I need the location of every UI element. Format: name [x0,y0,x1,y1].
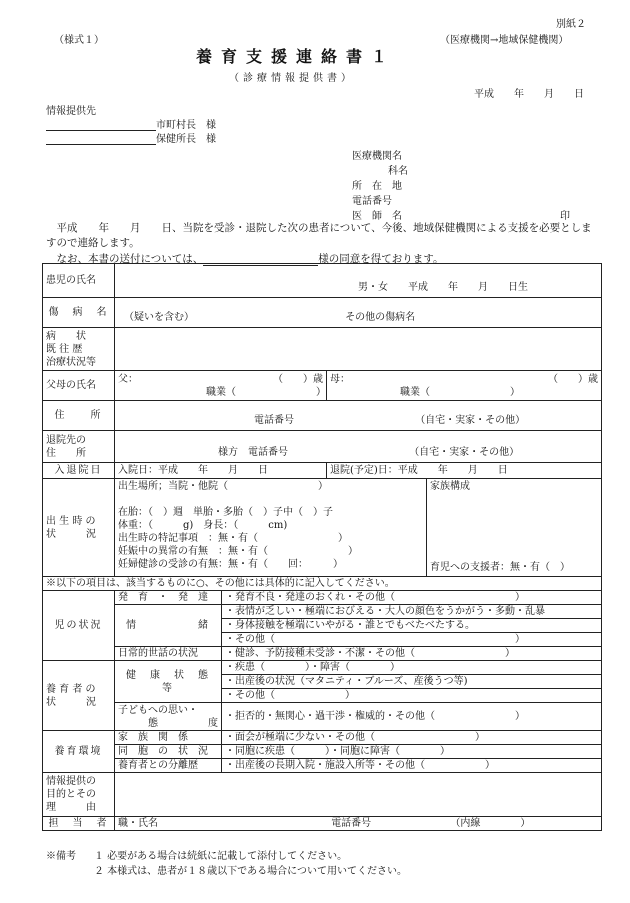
recipient-heading: 情報提供先 [46,106,96,117]
family-field[interactable] [427,479,602,577]
child-name-label: 患児の氏名 [43,264,115,298]
father-field[interactable] [115,371,327,401]
family-relation-row [43,731,602,745]
father-line [118,373,323,386]
environment-label: 養育環境 [43,731,115,773]
other-diagnosis-label: その他の傷病名 [345,312,416,323]
birth-row [43,479,602,577]
annex-label: 別紙２ [556,19,586,30]
consent-text-b: 様の同意を得ております。 [318,253,444,265]
admission-date[interactable]: 入院日：平成 年 月 日 [115,463,327,479]
contact-label: 担 当 者 [43,817,115,831]
pregnancy-abnormality: 妊娠中の異常の有無 ：無・有（ ） [118,546,358,557]
discharge-address-field[interactable] [115,431,602,463]
purpose-row [43,773,602,817]
health-label: 健 康 状 態 等 [115,661,222,703]
form-number: （様式１） [54,35,104,46]
emotion-value-3[interactable]: ・その他（ ） [222,633,602,647]
notes-heading: ※備考 [46,851,76,862]
history-row [43,328,602,371]
discharge-address-label-1: 退院先の [46,434,86,446]
mother-job: 職業（ ） [400,386,520,398]
child-name-field[interactable] [115,264,602,298]
discharge-address-label-2: 住 所 [46,447,86,459]
emotion-value-1[interactable]: ・表情が乏しい・極端におびえる・大人の顔色をうかがう・多動・乱暴 [222,605,602,619]
weight-height: 体重：（ g) 身長：（ cm) [118,520,288,531]
child-name-row [43,264,602,298]
caregiver-label-1: 養 育 者 の [46,683,96,695]
prenatal-checkups: 妊婦健診の受診の有無：無・有（ 回： ） [118,559,343,570]
purpose-label-2: 目的とその [46,789,96,800]
treatment-label: 治療状況等 [46,356,96,368]
provider-department: 科名 [388,166,408,177]
provider-institution: 医療機関名 [352,151,402,162]
attitude-label-2: 態 度 [148,717,218,729]
emotion-label: 情 緒 [115,605,222,647]
purpose-label-1: 情報提供の [46,776,96,787]
provider-phone: 電話番号 [352,196,392,207]
separation-row [43,759,602,773]
purpose-label [43,773,115,817]
birth-spacer [118,493,423,506]
parents-label: 父母の氏名 [43,371,115,401]
birth-label-1: 出 生 時 の [46,515,96,527]
purpose-field[interactable] [115,773,602,817]
history-label [43,328,115,371]
mother-age: （ ）歳 [548,373,598,385]
gestation: 在胎：（ ）週 単胎・多胎（ ）子中（ ）子 [118,507,333,518]
diagnosis-field[interactable] [115,298,602,328]
sibling-label [115,745,222,759]
mayor-label: 市町村長 様 [156,120,216,131]
child-status-label: 児の状況 [43,591,115,661]
development-row [43,591,602,605]
seal-mark: 印 [560,211,570,222]
contact-row [43,817,602,831]
address-type: （自宅・実家・その他） [415,415,526,426]
route-label: （医療機関→地域保健機関） [440,35,569,46]
sibling-label-text: 同 胞 の 状 況 [118,746,208,757]
page-title: 養育支援連絡書１ [196,47,397,66]
caregiver-label [43,661,115,731]
past-history-label: 既 往 歴 [46,343,83,355]
father-label: 父： [118,373,138,385]
health-value-1[interactable]: ・疾患（ ）・障害（ ） [222,661,602,675]
consent-text-a: なお、本書の送付については、 [46,253,204,265]
health-value-3[interactable]: ・その他（ ） [222,689,602,703]
attitude-value[interactable]: ・拒否的・無関心・過干渉・権威的・その他（ ） [222,703,602,731]
recipient-health-center [46,130,216,145]
development-label [115,591,222,605]
father-job: 職業（ ） [206,386,326,398]
birth-label [43,479,115,577]
discharge-date[interactable]: 退院(予定)日：平成 年 月 日 [327,463,602,479]
emotion-row-1 [43,605,602,619]
family-relation-label [115,731,222,745]
family-structure-label: 家族構成 [430,481,470,492]
notice-text: ※以下の項目は、該当するものに○、その他には具体的に記入してください。 [43,577,602,591]
discharge-phone: 様方 電話番号 [218,447,288,458]
sibling-row [43,745,602,759]
contact-position: 職・氏名 [118,818,158,829]
birth-place: 出生場所；当院・他院（ ） [118,481,328,492]
purpose-label-3: 理 由 [46,802,96,813]
history-field[interactable] [115,328,602,371]
contact-field[interactable] [115,817,602,831]
supporter-label: 育児への支援者：無・有（ ） [430,562,570,573]
recipient-mayor [46,116,216,131]
notice-row [43,577,602,591]
family-relation-value[interactable]: ・面会が極端に少ない・その他（ ） [222,731,602,745]
health-center-label: 保健所長 様 [156,134,216,145]
discharge-address-type: （自宅・実家・その他） [409,447,520,458]
discharge-address-label [43,431,115,463]
address-label: 住 所 [43,401,115,431]
provider-doctor: 医 師 名 [352,211,402,222]
daily-care-row [43,647,602,661]
address-row [43,401,602,431]
attitude-row [43,703,602,731]
note-2: ２ 本様式は、患者が１８歳以下である場合について用いてください。 [94,866,407,877]
admission-label: 入退院日 [43,463,115,479]
contact-phone: 電話番号 [331,818,372,829]
diagnosis-label: 傷 病 名 [43,298,115,328]
attitude-label [115,703,222,731]
provider-address: 所 在 地 [352,181,402,192]
note-1: １ 必要がある場合は続紙に記載して添付してください。 [94,851,348,862]
health-center-blank [46,134,156,145]
birth-label-2: 状 況 [46,528,96,540]
birth-details[interactable] [115,479,427,577]
sex-dob: 男・女 平成 年 月 日生 [358,282,528,293]
separation-value[interactable]: ・出産後の長期入院・施設入所等・その他（ ） [222,759,602,773]
symptom-label: 病 状 [46,330,86,342]
suspected-note: （疑いを含む） [124,312,194,323]
mother-label: 母： [330,373,350,385]
sibling-value[interactable]: ・同胞に疾患（ ）・同胞に障害（ ） [222,745,602,759]
daily-care-value[interactable]: ・健診、予防接種未受診・不潔・その他（ ） [222,647,602,661]
development-value[interactable]: ・発育不良・発達のおくれ・その他（ ） [222,591,602,605]
discharge-address-row [43,431,602,463]
attitude-label-1: 子どもへの思い・ [118,704,198,716]
address-phone: 電話番号 [254,415,294,426]
mother-field[interactable] [327,371,602,401]
admission-row [43,463,602,479]
form-table [42,263,602,831]
father-age: （ ）歳 [273,373,323,385]
diagnosis-row [43,298,602,328]
issue-date: 平成 年 月 日 [474,89,584,100]
family-relation-label-text: 家 族 関 係 [118,732,188,743]
request-paragraph: 平成 年 月 日、当院を受診・退院した次の患者について、今後、地域保健機関による支援を必要としますので連絡します。 [46,222,592,249]
health-row-1 [43,661,602,675]
mother-line [330,373,598,386]
address-field[interactable] [115,401,602,431]
emotion-value-2[interactable]: ・身体接触を極端にいやがる・誰とでもべたべたする。 [222,619,602,633]
health-value-2[interactable]: ・出産後の状況（マタニティ・ブルーズ、産後うつ等) [222,675,602,689]
page-subtitle: （診療情報提供書） [229,73,355,84]
parents-row [43,371,602,401]
daily-care-label: 日常的世話の状況 [115,647,222,661]
separation-label: 養育者との分離歴 [115,759,222,773]
caregiver-label-2: 状 況 [46,696,96,708]
birth-notes: 出生時の特記事項 ：無・有（ ） [118,533,348,544]
contact-ext: （内線 ） [450,818,531,829]
development-label-text: 発 育 ・ 発 達 [118,592,208,603]
